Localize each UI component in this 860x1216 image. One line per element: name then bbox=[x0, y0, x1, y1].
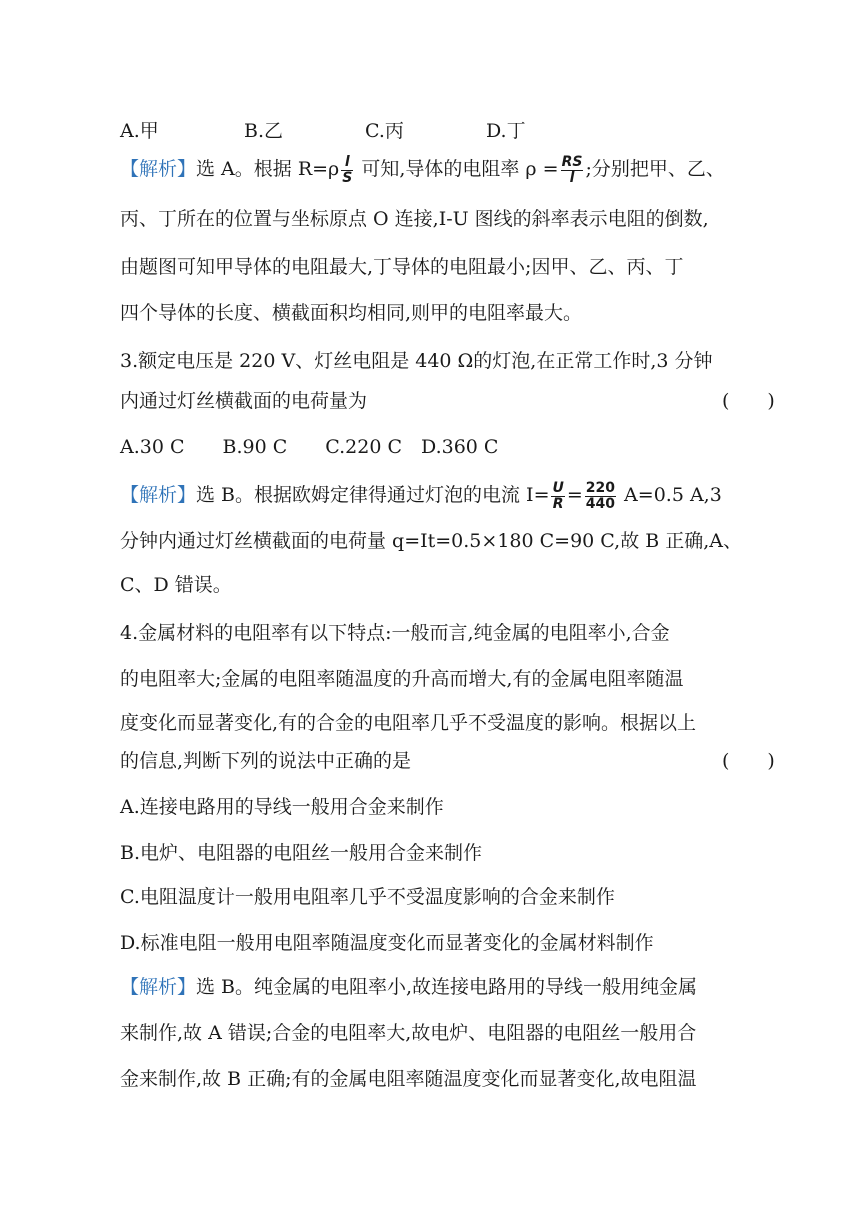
q4-answer-paren: ( ) bbox=[722, 750, 775, 772]
q4-option-a: A.连接电路用的导线一般用合金来制作 bbox=[120, 796, 444, 818]
q4-stem-line4: 的信息,判断下列的说法中正确的是 bbox=[120, 750, 412, 772]
q3-stem-line1: 3.额定电压是 220 V、灯丝电阻是 440 Ω的灯泡,在正常工作时,3 分钟 bbox=[120, 350, 713, 372]
q4-stem-line1: 4.金属材料的电阻率有以下特点:一般而言,纯金属的电阻率小,合金 bbox=[120, 622, 670, 644]
fraction-220-over-440: $\frac{220}{440}$ bbox=[585, 479, 616, 512]
fraction-rs-over-l: $\frac{RS}{l}$ bbox=[561, 153, 583, 186]
q3-analysis-line3: C、D 错误。 bbox=[120, 574, 232, 596]
q2-analysis-line3: 由题图可知甲导体的电阻最大,丁导体的电阻最小;因甲、乙、丙、丁 bbox=[120, 256, 684, 278]
fraction-u-over-r: $\frac{U}{R}$ bbox=[552, 479, 564, 512]
q4-stem-line3: 度变化而显著变化,有的合金的电阻率几乎不受温度的影响。根据以上 bbox=[120, 712, 697, 734]
q4-stem-line2: 的电阻率大;金属的电阻率随温度的升高而增大,有的金属电阻率随温 bbox=[120, 668, 684, 690]
analysis-tag: 【解析】 bbox=[120, 976, 197, 998]
q2-option-d: D.丁 bbox=[486, 120, 526, 142]
q3-answer-paren: ( ) bbox=[722, 390, 775, 412]
q2-analysis-line2: 丙、丁所在的位置与坐标原点 O 连接,I-U 图线的斜率表示电阻的倒数, bbox=[120, 208, 709, 230]
fraction-l-over-s: $\frac{l}{S}$ bbox=[342, 153, 353, 186]
q2-option-c: C.丙 bbox=[365, 120, 404, 142]
q4-analysis-line1: 【解析】选 B。纯金属的电阻率小,故连接电路用的导线一般用纯金属 bbox=[120, 976, 698, 998]
q3-analysis-line1: 【解析】选 B。根据欧姆定律得通过灯泡的电流 I= $\frac{U}{R}$ = $\frac{220}{440}$ A=0.5 A,3 bbox=[120, 479, 722, 512]
q3-options: A.30 C B.90 C C.220 C D.360 C bbox=[120, 436, 499, 458]
q4-analysis-line3: 金来制作,故 B 正确;有的金属电阻率随温度变化而显著变化,故电阻温 bbox=[120, 1068, 697, 1090]
q4-option-d: D.标准电阻一般用电阻率随温度变化而显著变化的金属材料制作 bbox=[120, 932, 654, 954]
q3-stem-line2: 内通过灯丝横截面的电荷量为 bbox=[120, 390, 368, 412]
q2-analysis-line4: 四个导体的长度、横截面积均相同,则甲的电阻率最大。 bbox=[120, 302, 583, 324]
q2-analysis-line1: 【解析】选 A。根据 R=ρ $\frac{l}{S}$ 可知,导体的电阻率 ρ = $\frac{RS}{l}$ ;分别把甲、乙、 bbox=[120, 153, 725, 186]
q2-option-a: A.甲 bbox=[120, 120, 159, 142]
q4-option-b: B.电炉、电阻器的电阻丝一般用合金来制作 bbox=[120, 842, 483, 864]
q4-analysis-line2: 来制作,故 A 错误;合金的电阻率大,故电炉、电阻器的电阻丝一般用合 bbox=[120, 1022, 697, 1044]
analysis-tag: 【解析】 bbox=[120, 484, 197, 506]
analysis-tag: 【解析】 bbox=[120, 158, 197, 180]
q2-option-b: B.乙 bbox=[244, 120, 284, 142]
q4-option-c: C.电阻温度计一般用电阻率几乎不受温度影响的合金来制作 bbox=[120, 886, 615, 908]
q3-analysis-line2: 分钟内通过灯丝横截面的电荷量 q=It=0.5×180 C=90 C,故 B 正确,A、 bbox=[120, 530, 743, 552]
